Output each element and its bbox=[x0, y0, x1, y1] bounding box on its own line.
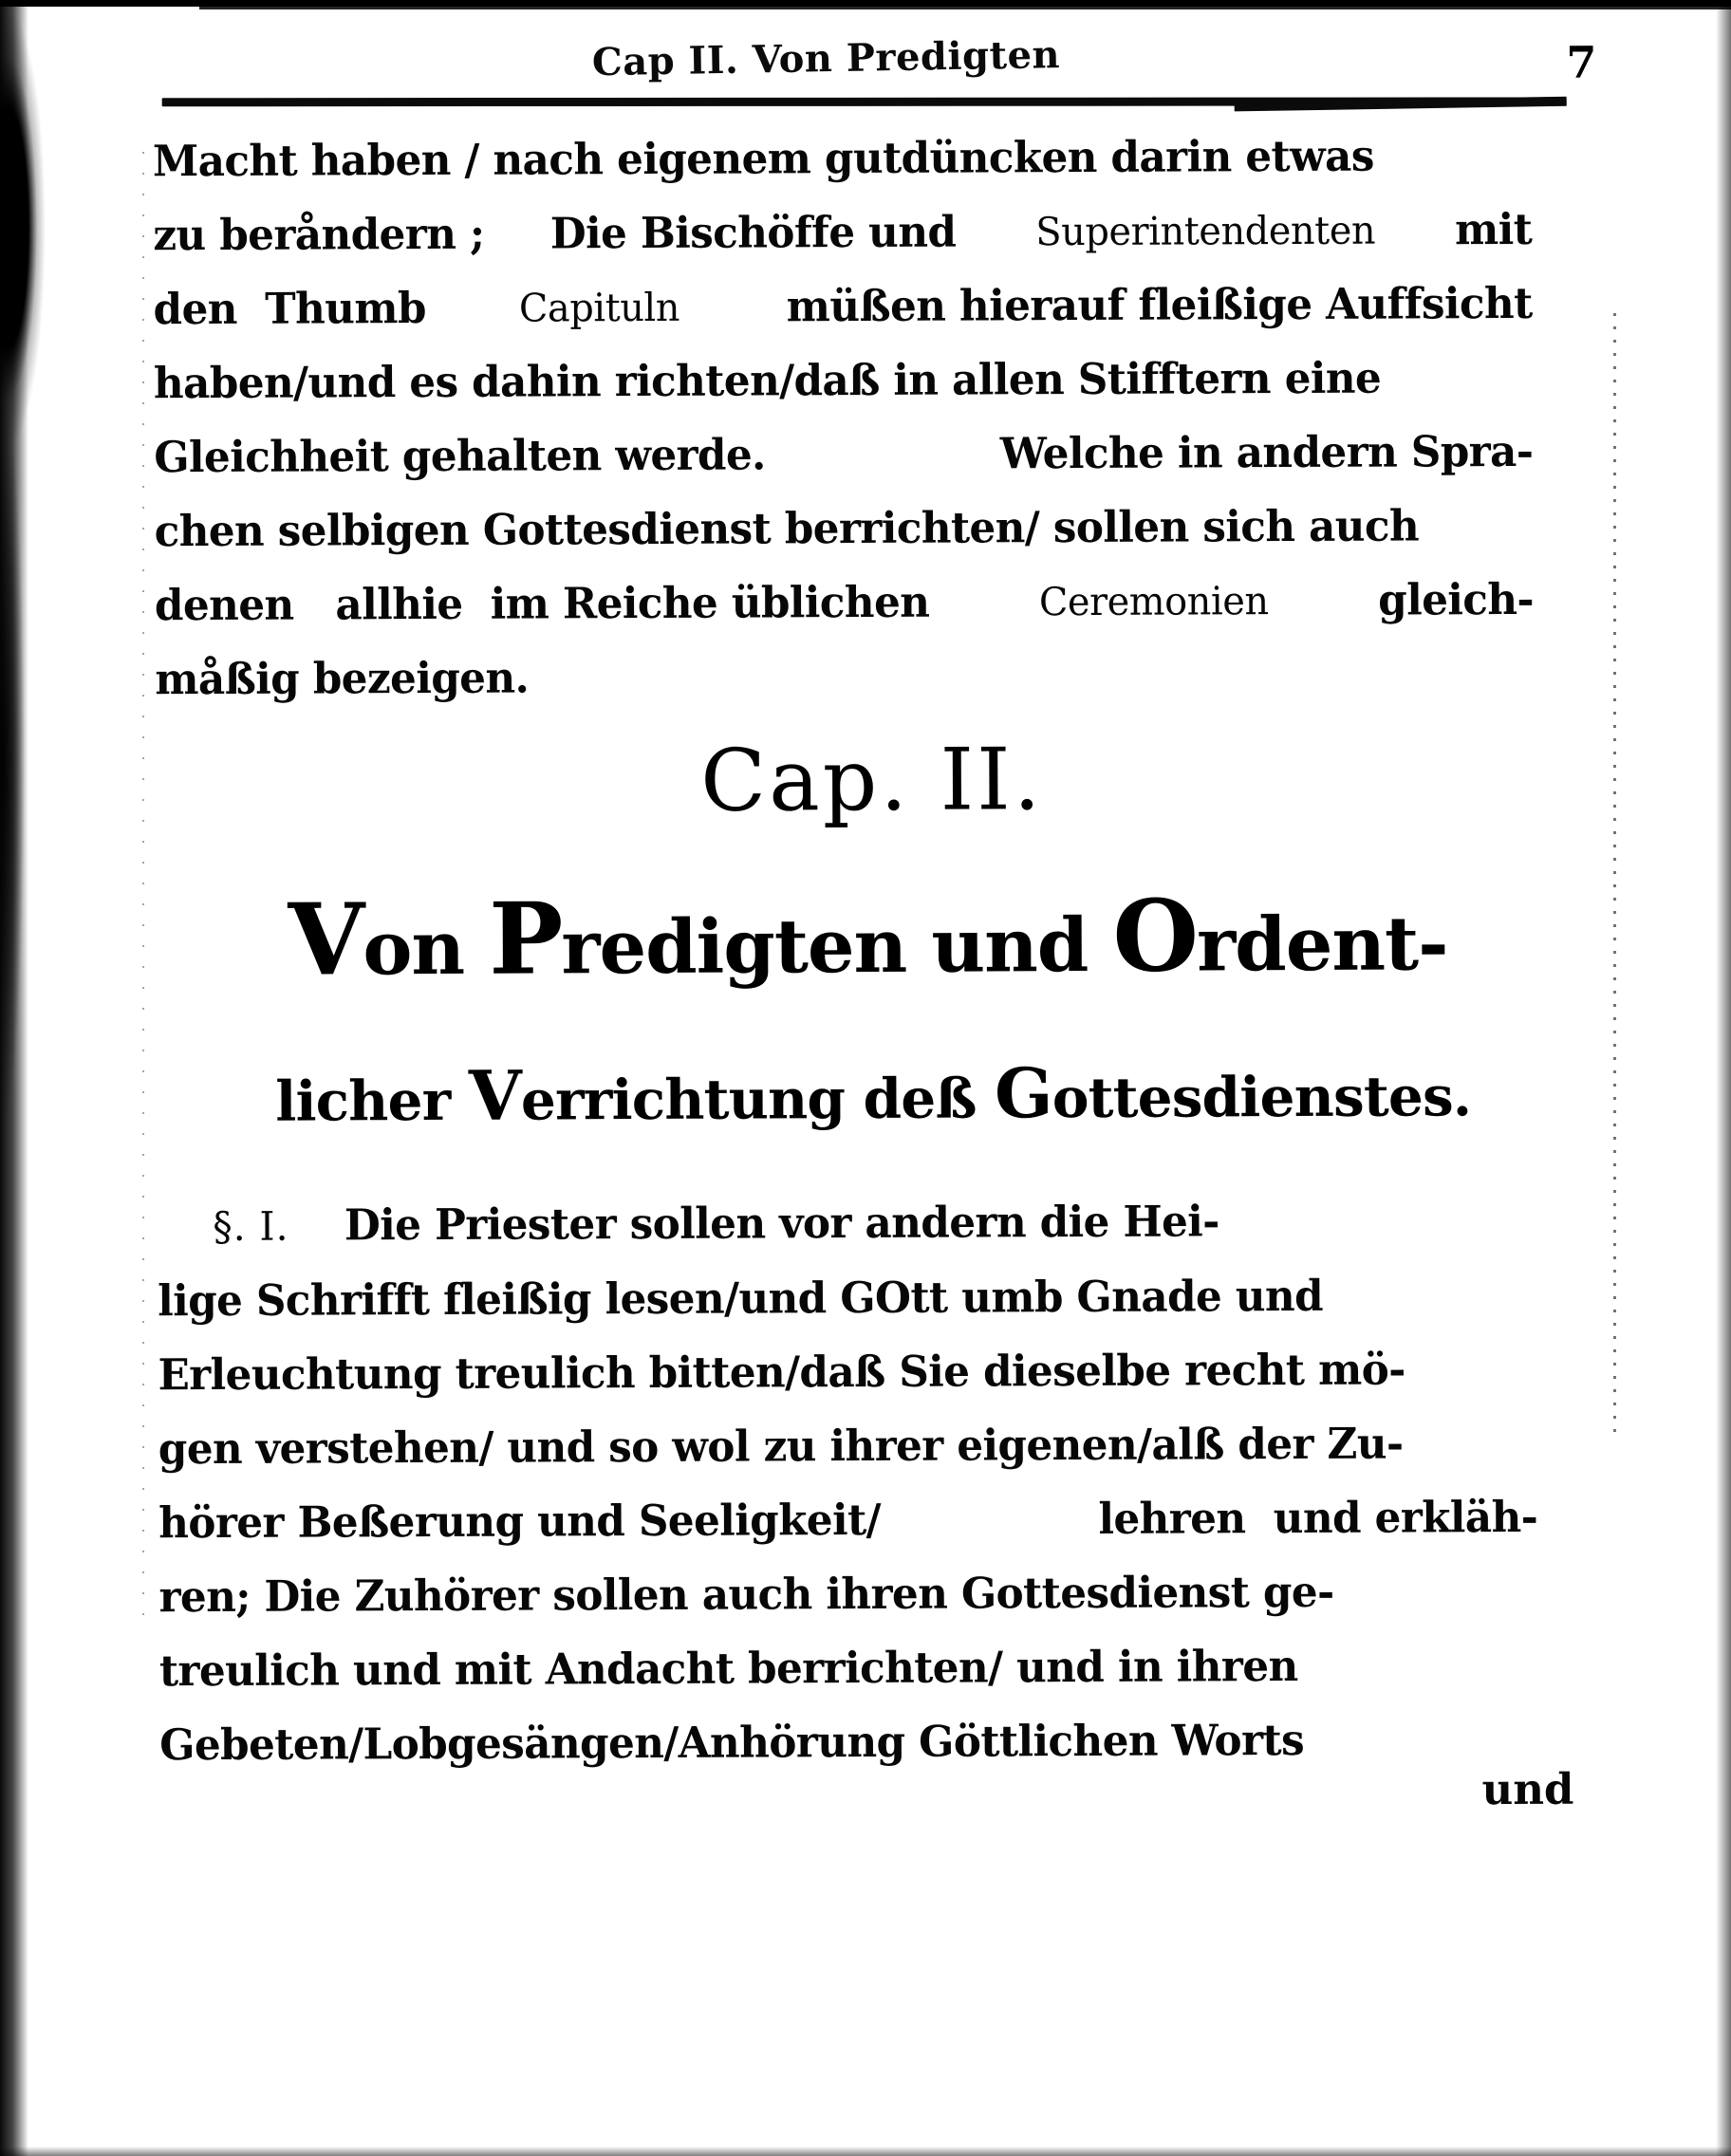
capital-g: G bbox=[994, 1052, 1052, 1134]
chapter-number-heading: Cap. II. bbox=[700, 730, 1044, 831]
section-one-paragraph bbox=[158, 1183, 1584, 1783]
chapter-title-fragment: on bbox=[363, 904, 490, 993]
body-line: haben/und es dahin richten/daß in allen Stifftern eine bbox=[153, 352, 1382, 409]
body-line: hörer Beßerung und Seeligkeit/ lehren und erkläh- bbox=[158, 1491, 1538, 1549]
chapter-subtitle-fragment: ottesdienstes. bbox=[1052, 1064, 1472, 1131]
scan-gutter-blotch bbox=[0, 9, 55, 455]
chapter-title-fragment: redigten und bbox=[561, 901, 1113, 992]
body-line: Erleuchtung treulich bitten/daß Sie dieselbe recht mö- bbox=[158, 1344, 1405, 1401]
body-line: Gleichheit gehalten werde. Welche in andern Spra- bbox=[154, 425, 1534, 483]
chapter-subtitle-fragment: errichtung deß bbox=[520, 1066, 996, 1133]
section-mark: §. I. bbox=[213, 1202, 289, 1251]
scan-gutter-blotch-lower bbox=[0, 399, 34, 1120]
body-line: Macht haben / nach eigenem gutdüncken darin etwas bbox=[152, 130, 1374, 187]
latin-type-run: Superintendenten bbox=[1035, 207, 1376, 255]
body-line: måßig bezeigen. bbox=[155, 652, 530, 705]
body-line: zu beråndern ; Die Bischöffe und Superintendenten mit bbox=[153, 193, 1532, 272]
ornate-initial-v: V bbox=[288, 881, 363, 998]
body-line: denen allhie im Reiche üblichen Ceremonien gleich- bbox=[155, 563, 1534, 642]
body-line: §. I. Die Priester sollen vor andern die Hei- bbox=[213, 1196, 1219, 1251]
ornate-initial-p: P bbox=[488, 880, 562, 997]
body-line: chen selbigen Gottesdienst berrichten/ sollen sich auch bbox=[154, 500, 1420, 557]
chapter-title-line-1 bbox=[146, 877, 1589, 998]
header-rule bbox=[162, 97, 1567, 106]
scan-edge-artifact-right bbox=[1716, 0, 1731, 2156]
scan-edge-artifact-bottom bbox=[0, 2147, 1731, 2156]
running-head-title: Cap II. Von Predigten bbox=[591, 32, 1061, 85]
body-line: ren; Die Zuhörer sollen auch ihren Gottesdienst ge- bbox=[158, 1566, 1334, 1623]
scan-fold-speckle-left bbox=[142, 152, 144, 1632]
latin-type-run: Ceremonien bbox=[1038, 578, 1269, 625]
top-paragraph bbox=[153, 119, 1579, 717]
scan-fold-speckle-right bbox=[1613, 313, 1616, 1433]
chapter-title-fragment: rdent- bbox=[1196, 901, 1448, 989]
latin-type-run: Capituln bbox=[518, 284, 680, 331]
scan-edge-artifact-top-secondary bbox=[199, 5, 1731, 9]
ornate-initial-o: O bbox=[1112, 877, 1198, 994]
running-head bbox=[161, 32, 1597, 97]
body-line: gen verstehen/ und so wol zu ihrer eigenen/alß der Zu- bbox=[158, 1418, 1404, 1475]
body-line: Gebeten/Lobgesängen/Anhörung Göttlichen Worts bbox=[159, 1715, 1305, 1771]
catchword: und bbox=[1481, 1763, 1574, 1815]
page-number: 7 bbox=[1566, 36, 1597, 88]
chapter-title-line-2 bbox=[166, 1050, 1580, 1138]
body-line: treulich und mit Andacht berrichten/ und in ihren bbox=[158, 1641, 1298, 1697]
capital-v: V bbox=[468, 1054, 522, 1136]
body-line: lige Schrifft fleißig lesen/und GOtt umb Gnade und bbox=[158, 1270, 1324, 1327]
body-line: den Thumb Capituln müßen hierauf fleißige Auffsicht bbox=[153, 267, 1532, 346]
chapter-subtitle-fragment: licher bbox=[275, 1068, 469, 1134]
